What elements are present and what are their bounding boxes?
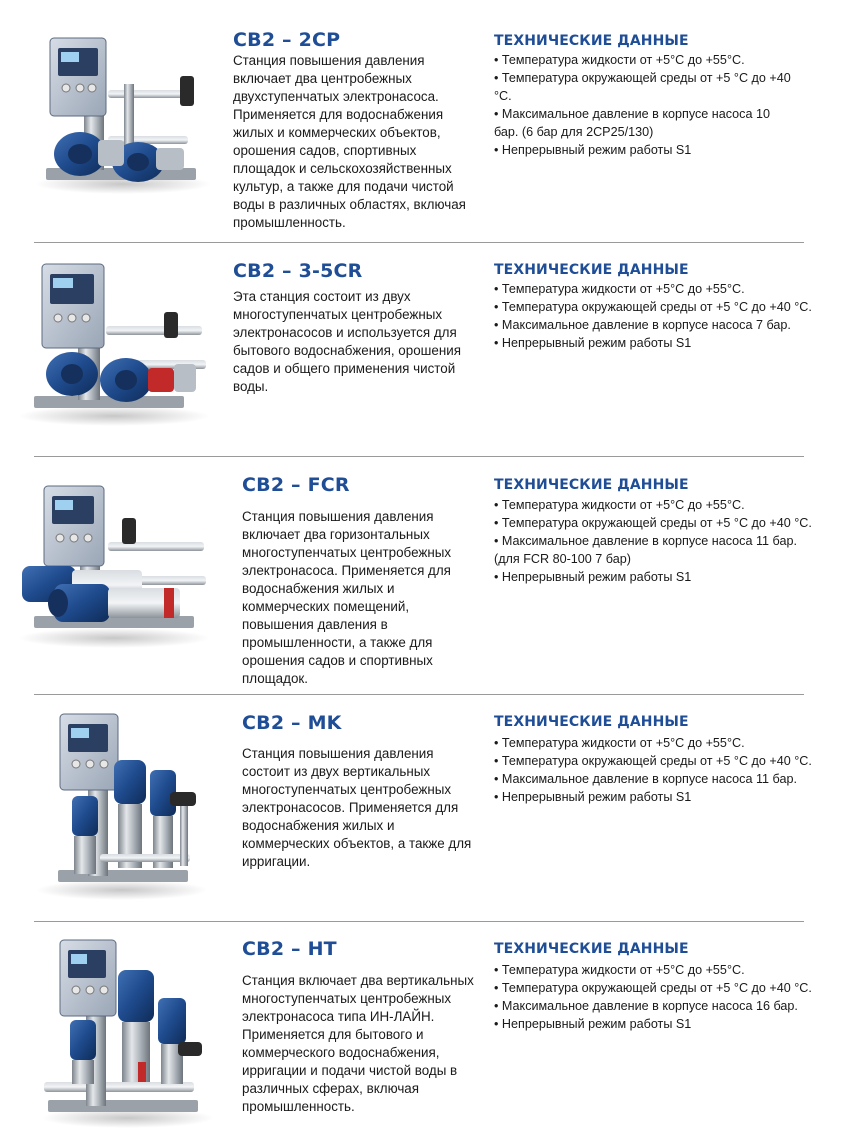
spec-item: • Температура жидкости от +5°С до +55°С. (494, 963, 745, 977)
spec-item: • Непрерывный режим работы S1 (494, 1017, 692, 1031)
specs-list (494, 280, 824, 352)
spec-item: • Температура окружающей среды от +5 °С до +40 °С. (494, 754, 812, 768)
spec-item: • Непрерывный режим работы S1 (494, 336, 692, 350)
divider (34, 694, 804, 695)
product-image-cb2-2cp (28, 28, 218, 196)
specs-heading: ТЕХНИЧЕСКИЕ ДАННЫЕ (494, 941, 689, 957)
product-image-cb2-mk (30, 706, 214, 902)
spec-item: • Максимальное давление в корпусе насоса 11 бар. (494, 534, 797, 548)
product-image-cb2-ht (38, 934, 216, 1130)
spec-item: • Температура жидкости от +5°С до +55°С. (494, 282, 745, 296)
product-description: Станция повышения давления состоит из двух вертикальных многоступенчатых центробежных электронасосов. Применяется для водоснабжения жилых и коммерческих объектов, а также для ирригации. (242, 746, 472, 869)
product-description: Станция повышения давления включает два центробежных двухступенчатых электронасоса. Применяется для водоснабжения жилых и коммерческих объектов, орошения садов, спортивных площадок и сельскохозяйственных культур, а также для подачи чистой воды в различных областях, включая промышленность. (233, 53, 466, 230)
product-title: CB2 – FCR (242, 474, 350, 496)
spec-item: • Непрерывный режим работы S1 (494, 790, 692, 804)
spec-item: • Температура жидкости от +5°С до +55°С. (494, 53, 745, 67)
spec-item: • Максимальное давление в корпусе насоса 10 бар. (6 бар для 2CP25/130) (494, 107, 770, 139)
spec-item: • Непрерывный режим работы S1 (494, 143, 692, 157)
spec-item: • Температура жидкости от +5°С до +55°С. (494, 736, 745, 750)
specs-list (494, 51, 794, 159)
specs-list (494, 961, 824, 1033)
spec-item: • Температура жидкости от +5°С до +55°С. (494, 498, 745, 512)
specs-heading: ТЕХНИЧЕСКИЕ ДАННЫЕ (494, 477, 689, 493)
product-image-cb2-3-5cr (14, 256, 216, 428)
specs-list (494, 496, 824, 586)
spec-item: • Максимальное давление в корпусе насоса 7 бар. (494, 318, 791, 332)
specs-list (494, 734, 824, 806)
product-description: Станция включает два вертикальных многоступенчатых центробежных электронасоса типа ИН-ЛАЙН. Применяется для бытового и коммерческого водоснабжения, ирригации и подачи чистой воды в различных сферах, включая промышленность. (242, 973, 474, 1114)
divider (34, 921, 804, 922)
product-description: Станция повышения давления включает два горизонтальных многоступенчатых центробежных электронасоса. Применяется для водоснабжения жилых и коммерческих помещений, повышения давления в промышленности, а также для орошения садов и спортивных площадок. (242, 509, 452, 686)
divider (34, 242, 804, 243)
product-title: CB2 – 3-5CR (233, 260, 363, 282)
spec-item: • Температура окружающей среды от +5 °С до +40 °С. (494, 71, 791, 103)
product-title: CB2 – MK (242, 712, 342, 734)
specs-heading: ТЕХНИЧЕСКИЕ ДАННЫЕ (494, 262, 689, 278)
product-title: CB2 – 2CP (233, 29, 341, 51)
spec-item: • Непрерывный режим работы S1 (494, 570, 692, 584)
spec-item: • Температура окружающей среды от +5 °С до +40 °С. (494, 300, 812, 314)
product-description: Эта станция состоит из двух многоступенчатых центробежных электронасосов и используется для бытового водоснабжения, орошения садов и общего применения чистой воды. (233, 289, 461, 394)
spec-item: • Максимальное давление в корпусе насоса 16 бар. (494, 999, 798, 1013)
product-image-cb2-fcr (14, 478, 214, 650)
spec-item: (для FCR 80-100 7 бар) (494, 552, 631, 566)
specs-heading: ТЕХНИЧЕСКИЕ ДАННЫЕ (494, 33, 689, 49)
spec-item: • Температура окружающей среды от +5 °С до +40 °С. (494, 981, 812, 995)
spec-item: • Температура окружающей среды от +5 °С до +40 °С. (494, 516, 812, 530)
spec-item: • Максимальное давление в корпусе насоса 11 бар. (494, 772, 797, 786)
product-title: CB2 – HT (242, 938, 337, 960)
divider (34, 456, 804, 457)
specs-heading: ТЕХНИЧЕСКИЕ ДАННЫЕ (494, 714, 689, 730)
